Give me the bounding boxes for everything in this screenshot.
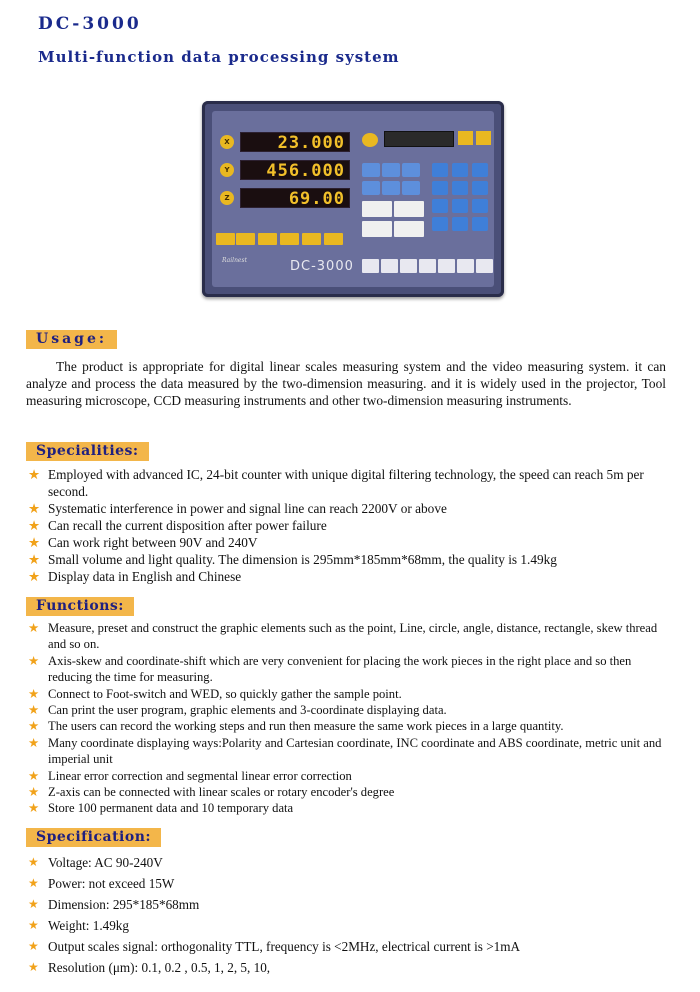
list-item: [28, 702, 668, 718]
list-item-text: Axis-skew and coordinate-shift which are very convenient for placing the work pieces in the right place and so then reducing the time for measuring.: [48, 653, 632, 685]
star-icon: ★: [28, 621, 40, 635]
axis-y-readout: [240, 160, 350, 180]
device-lcd: [384, 131, 454, 147]
specification-list: [28, 854, 678, 980]
star-icon: ★: [28, 768, 40, 783]
device-key: [362, 133, 378, 147]
device-key: [476, 259, 493, 273]
star-icon: ★: [28, 518, 40, 533]
star-icon: ★: [28, 569, 40, 584]
list-item: [28, 517, 678, 534]
star-icon: ★: [28, 501, 40, 516]
device-key: [457, 259, 474, 273]
axis-x-readout: [240, 132, 350, 152]
device-key: [402, 163, 420, 177]
device-key: [382, 181, 400, 195]
star-icon: ★: [28, 855, 39, 869]
list-item: [28, 568, 678, 585]
list-item: [28, 466, 678, 500]
list-item-text: Resolution (μm): 0.1, 0.2 , 0.5, 1, 2, 5, 10,: [48, 960, 271, 975]
list-item: [28, 551, 678, 568]
star-icon: ★: [28, 897, 39, 911]
list-item: [28, 534, 678, 551]
star-icon: ★: [28, 535, 40, 550]
page-subtitle: Multi-function data processing system: [38, 48, 400, 66]
device-photo: [202, 101, 504, 297]
list-item-text: Small volume and light quality. The dimension is 295mm*185mm*68mm, the quality is 1.49kg: [48, 552, 557, 567]
device-key: [216, 233, 235, 245]
usage-paragraph: The product is appropriate for digital linear scales measuring system and the video measuring system. it can analyze and process the data measured by the two-dimension measuring. and it is widely used in the projector, Tool measuring microscope, CCD measuring instruments and other two-dimension measuring instruments.: [26, 359, 666, 408]
list-item-text: Many coordinate displaying ways:Polarity and Cartesian coordinate, INC coordinate and ABS coordinate, metric unit and imperial unit: [48, 735, 662, 767]
specialities-heading: Specialities:: [26, 442, 149, 461]
axis-y-value: 456.000: [266, 161, 345, 180]
specialities-list: [28, 466, 678, 585]
device-panel: [212, 111, 494, 287]
device-key: [394, 221, 424, 237]
device-key: [432, 199, 448, 213]
list-item-text: Store 100 permanent data and 10 temporary data: [48, 801, 294, 816]
device-key: [381, 259, 398, 273]
device-key: [258, 233, 277, 245]
device-key: [432, 217, 448, 231]
star-icon: ★: [28, 876, 39, 890]
device-key: [362, 259, 379, 273]
axis-x-value: 23.000: [277, 133, 345, 152]
list-item-text: Linear error correction and segmental linear error correction: [48, 768, 352, 783]
device-key: [472, 199, 488, 213]
list-item-text: Output scales signal: orthogonality TTL, frequency is <2MHz, electrical current is >1mA: [48, 939, 521, 954]
device-key: [280, 233, 299, 245]
list-item: [28, 653, 668, 686]
star-icon: ★: [28, 686, 40, 701]
list-item: [28, 768, 668, 784]
device-key: [402, 181, 420, 195]
list-item-text: Power: not exceed 15W: [48, 876, 175, 891]
device-key: [432, 181, 448, 195]
list-item: [28, 800, 668, 816]
device-key: [400, 259, 417, 273]
list-item-text: Voltage: AC 90-240V: [48, 855, 163, 870]
list-item: [28, 718, 668, 734]
device-brand: Railnest: [222, 257, 247, 264]
list-item-text: Can print the user program, graphic elements and 3-coordinate displaying data.: [48, 703, 447, 718]
device-key: [419, 259, 436, 273]
device-key: [324, 233, 343, 245]
list-item-text: Employed with advanced IC, 24-bit counter with unique digital filtering technology, the speed can reach 5m per second.: [48, 467, 644, 499]
list-item-text: Display data in English and Chinese: [48, 569, 242, 584]
device-key: [472, 163, 488, 177]
list-item-text: Can work right between 90V and 240V: [48, 535, 258, 550]
specification-heading: Specification:: [26, 828, 161, 847]
page-title: DC-3000: [38, 14, 142, 34]
device-key: [458, 131, 473, 145]
star-icon: ★: [28, 719, 40, 734]
star-icon: ★: [28, 703, 40, 718]
star-icon: ★: [28, 785, 40, 800]
device-key: [362, 221, 392, 237]
star-icon: ★: [28, 918, 39, 932]
list-item-text: Can recall the current disposition after power failure: [48, 518, 327, 533]
axis-z-button: Z: [220, 191, 234, 205]
list-item: [28, 500, 678, 517]
device-key: [362, 201, 392, 217]
device-key: [236, 233, 255, 245]
axis-y-button: Y: [220, 163, 234, 177]
device-key: [302, 233, 321, 245]
list-item: [28, 896, 678, 917]
functions-list: [28, 620, 668, 817]
device-model-label: DC-3000: [290, 259, 354, 274]
star-icon: ★: [28, 960, 39, 974]
device-key: [452, 199, 468, 213]
star-icon: ★: [28, 801, 40, 816]
star-icon: ★: [28, 467, 40, 482]
functions-heading: Functions:: [26, 597, 134, 616]
list-item: [28, 959, 678, 980]
list-item: [28, 620, 668, 653]
list-item-text: Measure, preset and construct the graphic elements such as the point, Line, circle, angle, distance, rectangle, skew thread and so on.: [48, 621, 658, 652]
axis-z-value: 69.00: [288, 189, 345, 208]
list-item: [28, 917, 678, 938]
star-icon: ★: [28, 939, 39, 953]
list-item-text: Weight: 1.49kg: [48, 918, 129, 933]
device-key: [382, 163, 400, 177]
device-key: [452, 163, 468, 177]
device-key: [472, 217, 488, 231]
list-item: [28, 784, 668, 800]
list-item: [28, 938, 678, 959]
list-item-text: Z-axis can be connected with linear scales or rotary encoder's degree: [48, 785, 395, 800]
list-item: [28, 854, 678, 875]
list-item-text: The users can record the working steps and run then measure the same work pieces in a large quantity.: [48, 719, 564, 734]
device-key: [472, 181, 488, 195]
device-key: [362, 163, 380, 177]
device-key: [438, 259, 455, 273]
list-item-text: Systematic interference in power and signal line can reach 2200V or above: [48, 501, 447, 516]
star-icon: ★: [28, 552, 40, 567]
list-item-text: Dimension: 295*185*68mm: [48, 897, 200, 912]
device-key: [452, 181, 468, 195]
device-key: [452, 217, 468, 231]
device-key: [394, 201, 424, 217]
axis-z-readout: [240, 188, 350, 208]
star-icon: ★: [28, 653, 40, 668]
list-item: [28, 686, 668, 702]
list-item: [28, 735, 668, 768]
star-icon: ★: [28, 735, 40, 750]
axis-x-button: X: [220, 135, 234, 149]
list-item: [28, 875, 678, 896]
device-key: [432, 163, 448, 177]
device-key: [362, 181, 380, 195]
usage-heading: Usage:: [26, 330, 117, 349]
device-key: [476, 131, 491, 145]
list-item-text: Connect to Foot-switch and WED, so quickly gather the sample point.: [48, 686, 402, 701]
